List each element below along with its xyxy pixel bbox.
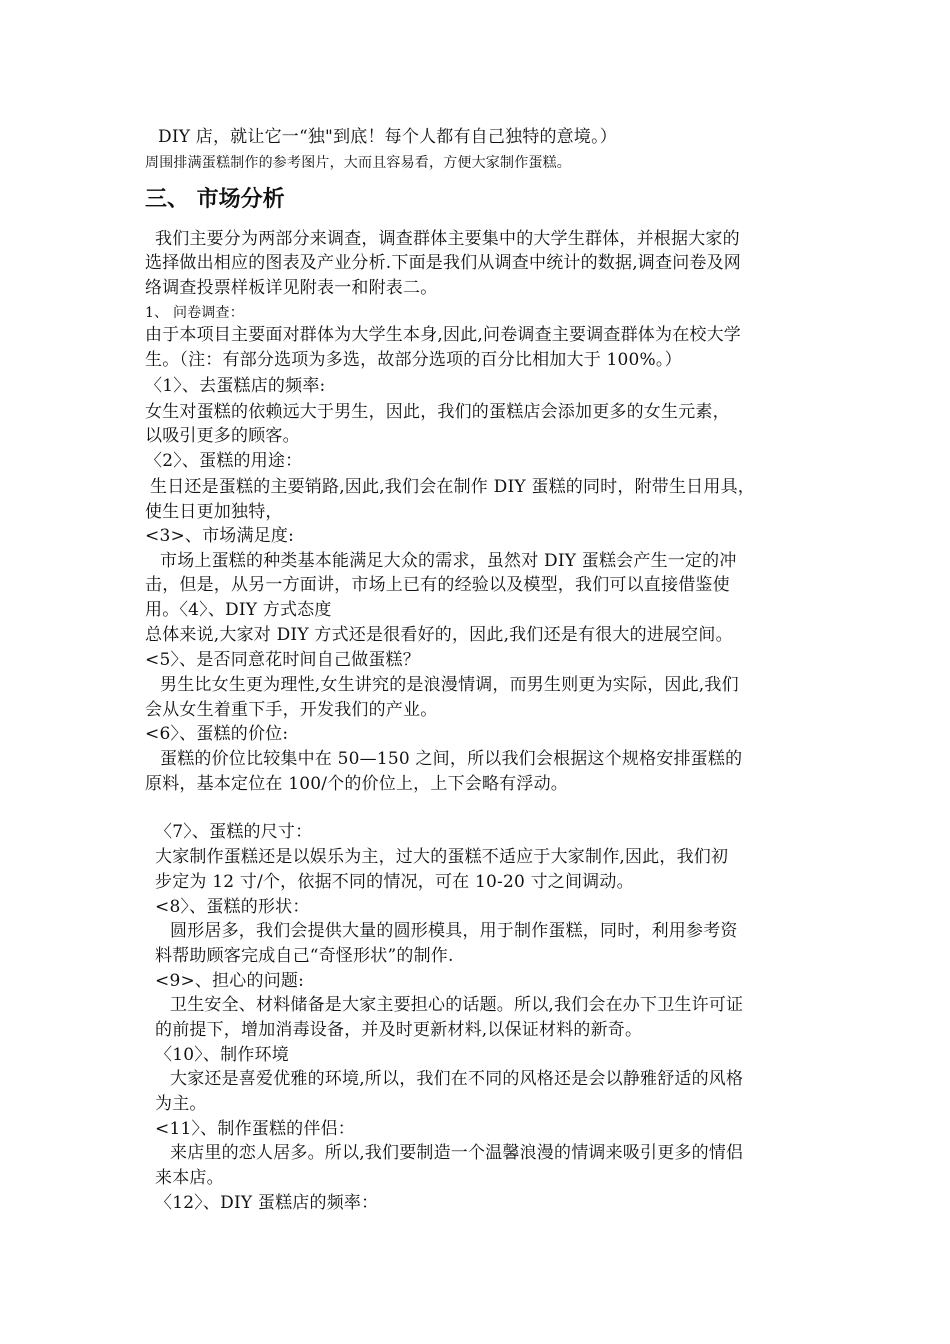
lead-line-2: 选择做出相应的图表及产业分析.下面是我们从调查中统计的数据,调查问卷及网 <box>145 253 742 273</box>
item-10-body-line-1: 大家还是喜爱优雅的环境,所以，我们在不同的风格还是会以静雅舒适的风格 <box>170 1069 744 1089</box>
survey-intro-line-1: 由于本项目主要面对群体为大学生本身,因此,问卷调查主要调查群体为在校大学 <box>145 325 742 345</box>
item-3-body-line-3: 用。〈4〉、DIY 方式态度 <box>145 600 332 620</box>
item-9-body-line-2: 的前提下，增加消毒设备，并及时更新材料,以保证材料的新奇。 <box>155 1020 643 1040</box>
item-5-title: <5〉、是否同意花时间自己做蛋糕？ <box>145 650 420 670</box>
survey-intro-line-2: 生。（注：有部分选项为多选，故部分选项的百分比相加大于 100%。） <box>145 350 682 370</box>
item-8-body-line-1: 圆形居多，我们会提供大量的圆形模具，用于制作蛋糕，同时，利用参考资 <box>170 921 738 941</box>
item-4-body: 总体来说,大家对 DIY 方式还是很看好的，因此,我们还是有很大的进展空间。 <box>145 625 733 645</box>
item-6-title: <6〉、蛋糕的价位: <box>145 724 289 744</box>
item-2-body-line-1: 生日还是蛋糕的主要销路,因此,我们会在制作 DIY 蛋糕的同时，附带生日用具， <box>150 477 755 497</box>
item-3-title: <3>、市场满足度: <box>145 526 295 546</box>
lead-line-1: 我们主要分为两部分来调查，调查群体主要集中的大学生群体，并根据大家的 <box>155 229 740 249</box>
item-11-body-line-2: 来本店。 <box>155 1168 224 1188</box>
item-7-body-line-1: 大家制作蛋糕还是以娱乐为主，过大的蛋糕不适应于大家制作,因此，我们初 <box>155 847 729 867</box>
intro-line-1: DIY 店，就让它一“独"到底！每个人都有自己独特的意境。） <box>158 127 617 147</box>
item-5-body-line-1: 男生比女生更为理性,女生讲究的是浪漫情调，而男生则更为实际，因此,我们 <box>160 675 739 695</box>
item-9-body-line-1: 卫生安全、材料储备是大家主要担心的话题。所以,我们会在办下卫生许可证 <box>170 995 744 1015</box>
item-5-body-line-2: 会从女生着重下手，开发我们的产业。 <box>145 700 438 720</box>
item-10-body-line-2: 为主。 <box>155 1094 207 1114</box>
item-1-title: 〈1〉、去蛋糕店的频率: <box>145 376 326 396</box>
item-3-body-line-2: 击，但是，从另一方面讲，市场上已有的经验以及模型，我们可以直接借鉴使 <box>145 575 730 595</box>
item-2-title: 〈2〉、蛋糕的用途： <box>145 451 303 471</box>
section-title: 三、 市场分析 <box>145 187 285 212</box>
item-6-body-line-2: 原料，基本定位在 100/个的价位上，上下会略有浮动。 <box>145 774 568 794</box>
item-8-body-line-2: 料帮助顾客完成自己“奇怪形状”的制作. <box>155 946 454 966</box>
item-12-title: 〈12〉、DIY 蛋糕店的频率： <box>155 1193 379 1213</box>
item-10-title: 〈10〉、制作环境 <box>155 1045 289 1065</box>
item-3-body-line-1: 市场上蛋糕的种类基本能满足大众的需求，虽然对 DIY 蛋糕会产生一定的冲 <box>160 551 737 571</box>
item-1-body-line-2: 以吸引更多的顾客。 <box>145 426 300 446</box>
item-6-body-line-1: 蛋糕的价位比较集中在 50—150 之间，所以我们会根据这个规格安排蛋糕的 <box>160 749 743 769</box>
item-1-body-line-1: 女生对蛋糕的依赖远大于男生，因此，我们的蛋糕店会添加更多的女生元素， <box>145 402 730 422</box>
intro-line-2: 周围排满蛋糕制作的参考图片，大而且容易看，方便大家制作蛋糕。 <box>145 155 571 171</box>
item-11-body-line-1: 来店里的恋人居多。所以,我们要制造一个温馨浪漫的情调来吸引更多的情侣 <box>170 1143 744 1163</box>
item-7-title: 〈7〉、蛋糕的尺寸： <box>155 822 313 842</box>
subheading-survey: 1、 问卷调查： <box>145 305 244 321</box>
item-7-body-line-2: 步定为 12 寸/个，依据不同的情况，可在 10-20 寸之间调动。 <box>155 872 634 892</box>
item-2-body-line-2: 使生日更加独特， <box>145 502 283 522</box>
item-11-title: <11〉、制作蛋糕的伴侣： <box>155 1119 355 1139</box>
item-8-title: <8〉、蛋糕的形状： <box>155 897 310 917</box>
lead-line-3: 络调查投票样板详见附表一和附表二。 <box>145 278 438 298</box>
item-9-title: <9>、担心的问题: <box>155 971 305 991</box>
